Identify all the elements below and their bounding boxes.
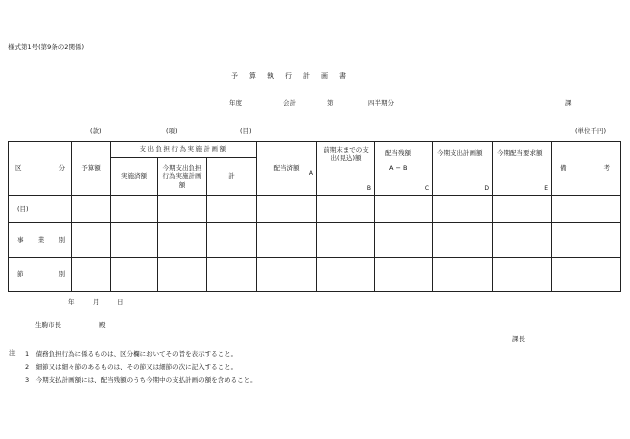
- header-haito-zan: [375, 142, 433, 196]
- table-cell: [72, 223, 111, 258]
- letter-a: A: [308, 169, 314, 177]
- row-label-jigyo: [9, 223, 72, 258]
- period-quarter: 四半期分: [368, 99, 394, 107]
- header-biko-left: 備: [560, 164, 567, 173]
- header-haito-zan-label: 配当残額: [385, 149, 412, 157]
- row-label-setsu-right: 別: [58, 270, 65, 279]
- header-zenki-label: 前期末までの支出(見込)額: [323, 146, 369, 163]
- header-kubun: [9, 142, 72, 196]
- header-konki-shishutsu-label: 今期支出計画額: [437, 149, 483, 157]
- date-nen: 年: [68, 298, 75, 306]
- row-label-moku: [9, 196, 72, 223]
- table-cell: [111, 223, 158, 258]
- header-kei: 計: [207, 158, 257, 196]
- table-cell: [111, 258, 158, 292]
- table-cell: [317, 196, 375, 223]
- unit-moku: (目): [240, 127, 252, 135]
- table-cell: [111, 196, 158, 223]
- table-cell: [375, 223, 433, 258]
- header-biko-right: 考: [603, 164, 611, 173]
- period-account: 会計: [283, 99, 296, 107]
- header-konki-haito-label: 今期配当要求額: [497, 149, 543, 157]
- letter-b: B: [366, 184, 372, 192]
- letter-c: C: [424, 184, 430, 192]
- budget-plan-table: [8, 141, 621, 292]
- header-shishutsu-group: 支出負担行為実施計画額: [111, 142, 257, 158]
- header-kubun-left: 区: [15, 164, 22, 173]
- page-title: 予 算 執 行 計 画 書: [231, 72, 348, 80]
- header-biko: [552, 142, 621, 196]
- header-zenki: [317, 142, 375, 196]
- note-item: 1 債務負担行為に係るものは、区分欄においてその旨を表示すること。: [25, 350, 238, 358]
- table-row: [9, 223, 621, 258]
- table-cell: [493, 196, 552, 223]
- unit-kan: (款): [90, 127, 102, 135]
- row-label-jigyo-mid: 業: [37, 235, 45, 244]
- row-label-jigyo-right: 別: [58, 235, 65, 244]
- letter-d: D: [484, 184, 490, 192]
- header-jisshi-zumi: 実施済額: [111, 158, 158, 196]
- table-cell: [158, 258, 207, 292]
- note-item: 3 今期支払計画額には、配当残額のうち今期中の支払計画の額を含めること。: [25, 376, 257, 385]
- addressee-honorific: 殿: [99, 321, 106, 329]
- table-cell: [433, 258, 493, 292]
- table-cell: [207, 196, 257, 223]
- period-dai: 第: [327, 99, 334, 107]
- unit-label: (単位千円): [575, 127, 607, 135]
- table-row: [9, 196, 621, 223]
- addressee-name: 生駒市長: [35, 321, 61, 329]
- table-cell: [257, 196, 317, 223]
- signer: 課長: [512, 335, 525, 343]
- table-cell: [375, 258, 433, 292]
- table-cell: [207, 258, 257, 292]
- table-cell: [493, 258, 552, 292]
- table-cell: [72, 196, 111, 223]
- row-label-setsu: [9, 258, 72, 292]
- header-haito-zan-formula: A − B: [389, 164, 408, 172]
- table-cell: [433, 196, 493, 223]
- table-cell: [72, 258, 111, 292]
- table-row: [9, 258, 621, 292]
- header-haito-zumi-label: 配当済額: [273, 164, 300, 173]
- table-cell: [375, 196, 433, 223]
- period-ka: 課: [565, 99, 572, 107]
- form-label: 様式第1号(第9条の2関係): [8, 43, 84, 51]
- header-konki-haito: [493, 142, 552, 196]
- unit-kou: (項): [166, 127, 178, 135]
- row-label-jigyo-left: 事: [17, 235, 24, 244]
- period-year: 年度: [229, 99, 242, 107]
- letter-e: E: [544, 184, 549, 192]
- header-haito-zumi: [257, 142, 317, 196]
- date-tsuki: 月: [93, 298, 100, 306]
- row-label-moku-text: (目): [17, 204, 29, 213]
- table-cell: [207, 223, 257, 258]
- note-item: 2 細節又は細々節のあるものは、その節又は細節の次に記入すること。: [25, 363, 238, 372]
- notes-list: [25, 350, 257, 389]
- table-cell: [257, 258, 317, 292]
- table-cell: [158, 196, 207, 223]
- table-cell: [257, 223, 317, 258]
- date-hi: 日: [117, 298, 124, 306]
- row-label-setsu-left: 節: [17, 270, 24, 279]
- table-cell: [317, 223, 375, 258]
- table-cell: [158, 223, 207, 258]
- table-cell: [433, 223, 493, 258]
- table-cell: [317, 258, 375, 292]
- table-cell: [552, 223, 621, 258]
- header-konki-keikaku: 今期支出負担行為実施計画額: [158, 158, 207, 196]
- table-cell: [552, 196, 621, 223]
- table-cell: [493, 223, 552, 258]
- table-cell: [552, 258, 621, 292]
- header-yosan: 予算額: [72, 142, 111, 196]
- header-kubun-right: 分: [58, 164, 65, 173]
- header-konki-shishutsu: [433, 142, 493, 196]
- notes-prefix: 注: [9, 349, 16, 357]
